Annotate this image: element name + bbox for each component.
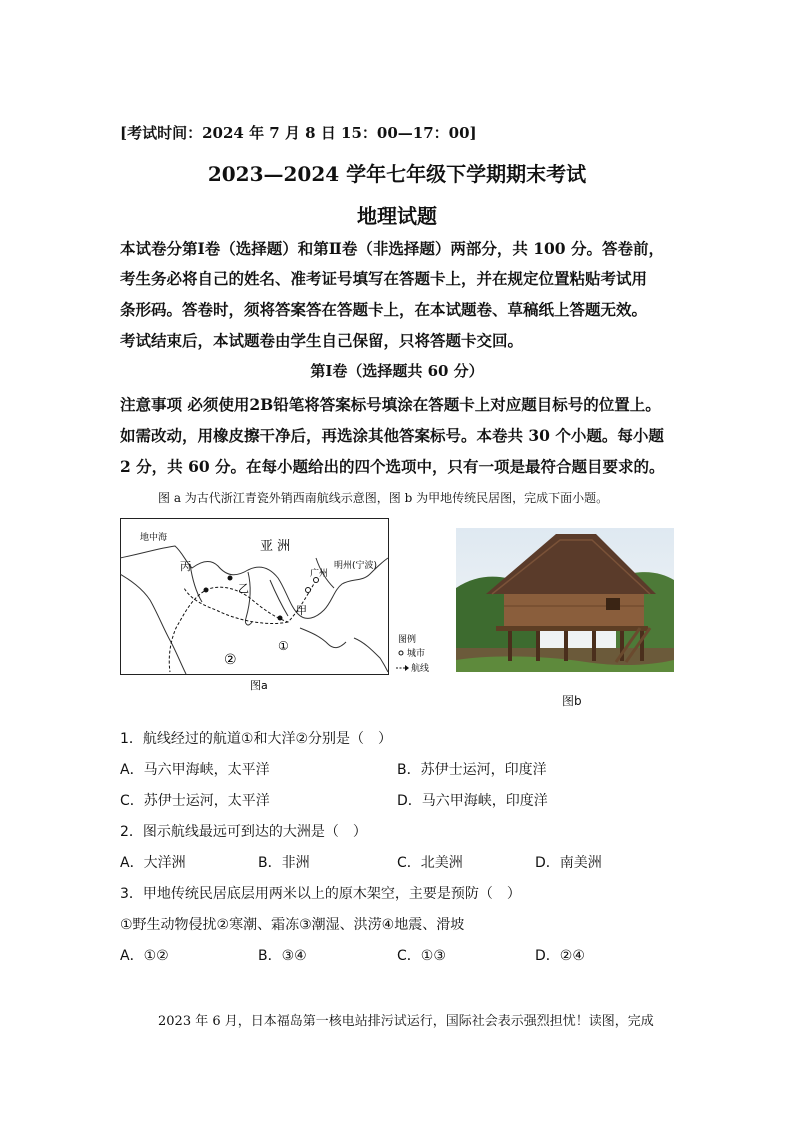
notice-line-1: 注意事项 必须使用2B铅笔将答案标号填涂在答题卡上对应题目标号的位置上。 — [120, 395, 661, 414]
figure-a-caption: 图a — [250, 679, 268, 692]
question-2-option-a[interactable]: A．大洋洲 — [120, 855, 186, 871]
intro-line-2: 考生务必将自己的姓名、准考证号填写在答题卡上，并在规定位置粘贴考试用 — [120, 269, 648, 288]
question-1-option-d[interactable]: D．马六甲海峡，印度洋 — [397, 793, 548, 809]
question-3-sub: ①野生动物侵扰②寒潮、霜冻③潮湿、洪涝④地震、滑坡 — [120, 917, 465, 933]
stilt-house-photo — [456, 528, 674, 672]
question-3-option-b[interactable]: B．③④ — [258, 948, 307, 964]
question-2-option-d[interactable]: D．南美洲 — [535, 855, 602, 871]
city-mid — [228, 576, 233, 581]
legend-title: 图例 — [398, 635, 417, 645]
section-title: 第Ⅰ卷（选择题共 60 分） — [310, 362, 484, 380]
question-3-option-c[interactable]: C．①③ — [397, 948, 446, 964]
question-1-option-a[interactable]: A．马六甲海峡，太平洋 — [120, 762, 270, 778]
material-intro: 图 a 为古代浙江青瓷外销西南航线示意图，图 b 为甲地传统民居图，完成下面小题。 — [158, 491, 609, 505]
legend-route: 航线 — [411, 664, 430, 674]
legend-city: 城市 — [407, 649, 426, 659]
city-guangzhou — [306, 588, 311, 593]
route-map-figure — [120, 518, 432, 692]
label-asia: 亚 洲 — [260, 539, 291, 554]
intro-line-4: 考试结束后，本试题卷由学生自己保留，只将答题卡交回。 — [120, 331, 524, 350]
subject-title: 地理试题 — [357, 204, 437, 228]
question-3-option-d[interactable]: D．②④ — [535, 948, 585, 964]
exam-time: [考试时间：2024 年 7 月 8 日 15：00—17：00] — [120, 124, 477, 142]
question-3-option-a[interactable]: A．①② — [120, 948, 169, 964]
figure-b-caption: 图b — [562, 694, 582, 708]
intro-line-3: 条形码。答卷时，须将答案答在答题卡上，在本试题卷、草稿纸上答题无效。 — [120, 300, 648, 319]
label-channel: ① — [278, 639, 289, 653]
question-2-stem: 2．图示航线最远可到达的大洲是（ ） — [120, 824, 367, 840]
exam-title: 2023—2024 学年七年级下学期期末考试 — [207, 162, 587, 186]
label-jia: 甲 — [296, 604, 307, 617]
city-south — [278, 616, 283, 621]
label-mediterranean: 地中海 — [140, 533, 168, 543]
question-1-option-c[interactable]: C．苏伊士运河，太平洋 — [120, 793, 270, 809]
label-yi: 乙 — [238, 582, 249, 595]
intro-line-1: 本试卷分第Ⅰ卷（选择题）和第Ⅱ卷（非选择题）两部分，共 100 分。答卷前， — [120, 239, 664, 258]
label-guangzhou: 广州 — [310, 569, 329, 579]
label-bing: 丙 — [180, 560, 191, 573]
city-west — [204, 588, 209, 593]
question-3-stem: 3．甲地传统民居底层用两米以上的原木架空，主要是预防（ ） — [120, 886, 521, 902]
notice-line-2: 如需改动，用橡皮擦干净后，再选涂其他答案标号。本卷共 30 个小题。每小题 — [120, 426, 664, 445]
label-ocean: ② — [224, 652, 237, 668]
question-2-option-c[interactable]: C．北美洲 — [397, 855, 463, 871]
notice-line-3: 2 分，共 60 分。在每小题给出的四个选项中，只有一项是最符合题目要求的。 — [120, 457, 665, 476]
question-1-option-b[interactable]: B．苏伊士运河，印度洋 — [397, 762, 547, 778]
label-mingzhou: 明州(宁波) — [334, 561, 378, 571]
question-1-stem: 1．航线经过的航道①和大洋②分别是（ ） — [120, 731, 393, 747]
question-2-option-b[interactable]: B．非洲 — [258, 855, 310, 871]
next-material-intro: 2023 年 6 月，日本福岛第一核电站排污试运行，国际社会表示强烈担忧！读图，完成 — [158, 1014, 654, 1029]
